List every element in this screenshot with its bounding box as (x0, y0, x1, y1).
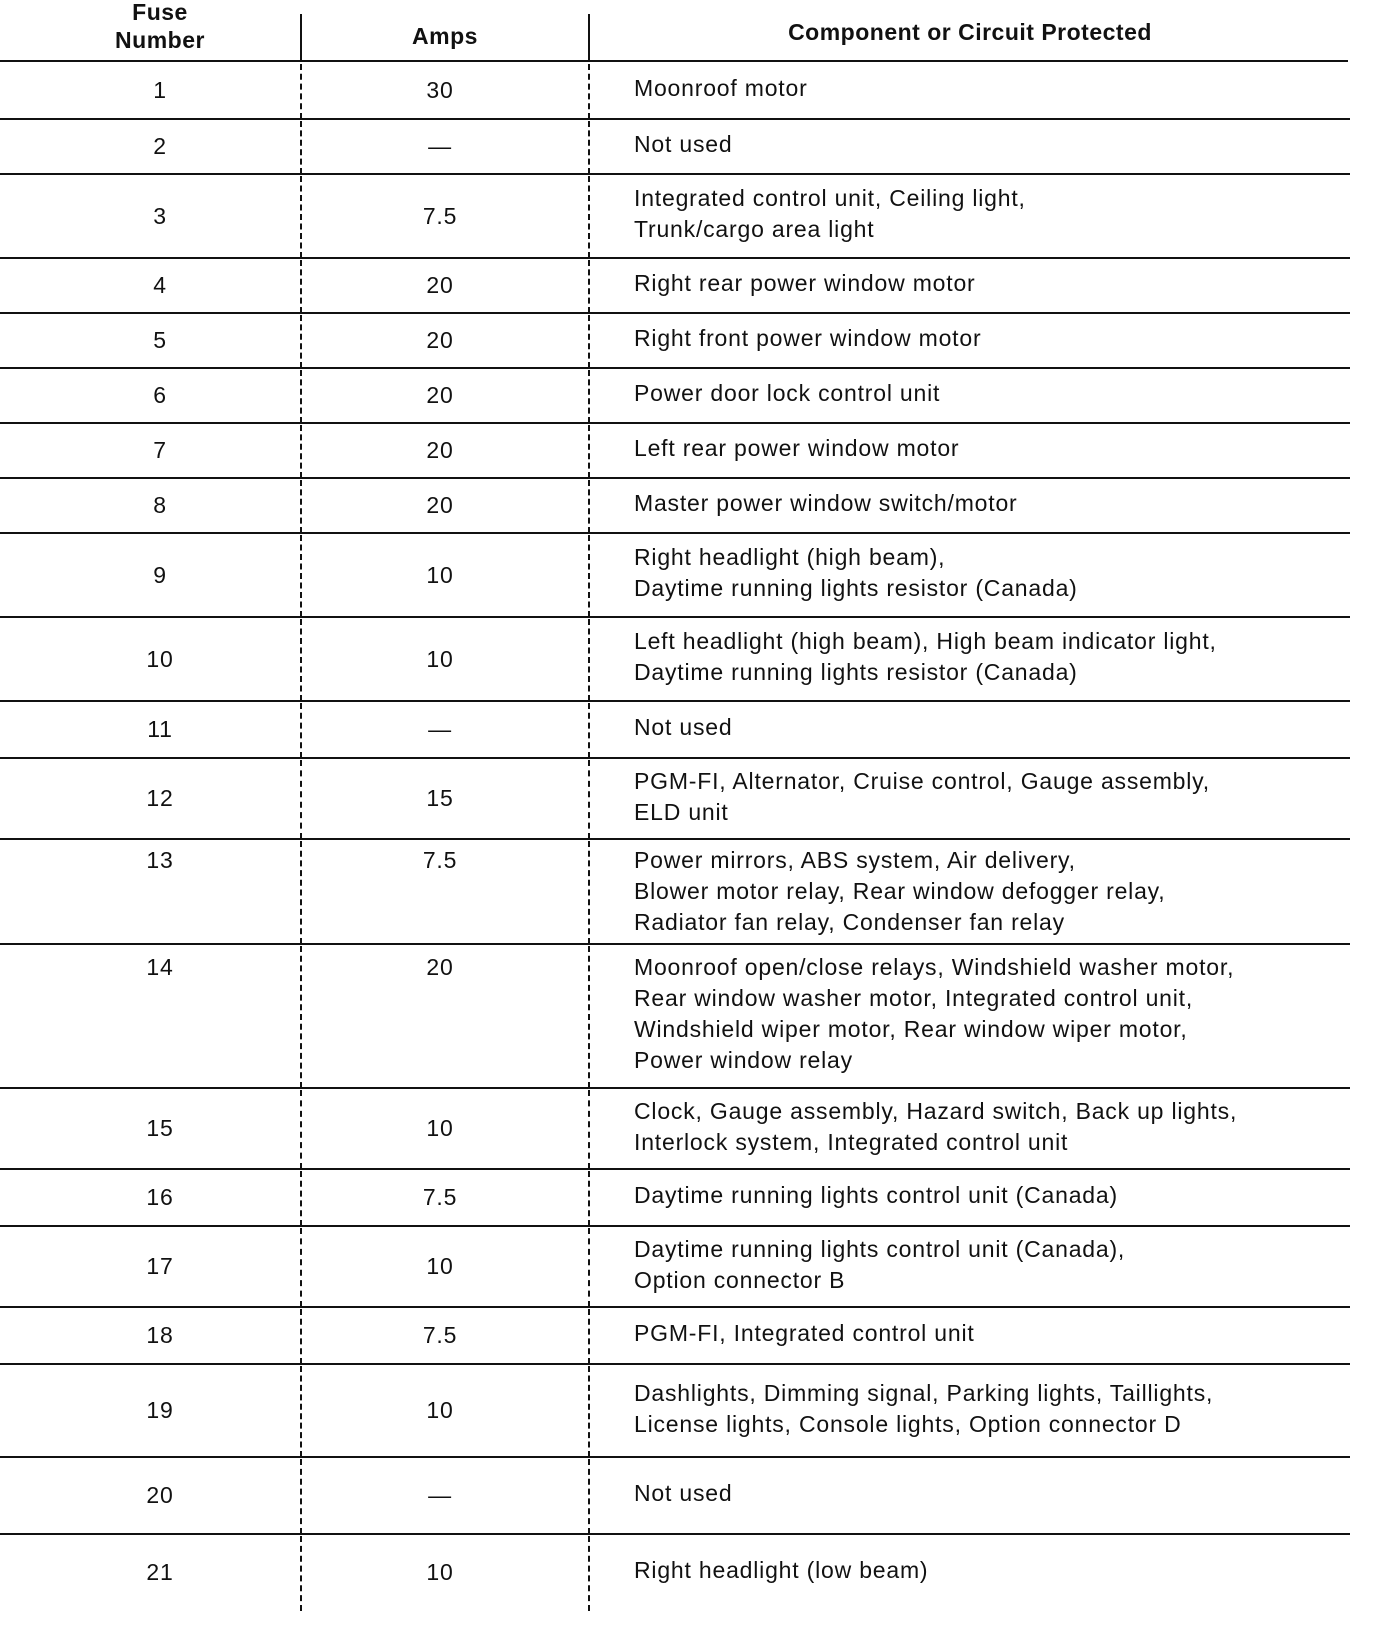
row-rule (0, 757, 1350, 759)
amps-cell: 20 (426, 437, 454, 463)
fuse-number-cell: 15 (146, 1115, 174, 1141)
component-cell: Right front power window motor (634, 325, 982, 351)
row-column-divider (300, 1536, 302, 1611)
header-rule (0, 60, 1348, 62)
row-column-divider (588, 1309, 590, 1364)
row-rule (0, 1087, 1350, 1089)
component-cell: Left headlight (high beam), High beam indicator light, Daytime running lights resistor (Canada) (634, 628, 1217, 685)
row-column-divider (300, 535, 302, 617)
component-cell: Not used (634, 714, 733, 740)
row-rule (0, 1456, 1350, 1458)
header-column-divider (300, 14, 302, 60)
component-cell: Not used (634, 131, 733, 157)
row-rule (0, 700, 1350, 702)
fuse-number-cell: 19 (146, 1397, 174, 1423)
row-rule (0, 118, 1350, 120)
amps-cell: 7.5 (422, 203, 458, 229)
row-column-divider (300, 1459, 302, 1534)
component-cell: Power door lock control unit (634, 380, 941, 406)
component-cell: Daytime running lights control unit (Canada) (634, 1182, 1118, 1208)
row-column-divider (300, 841, 302, 944)
component-cell: PGM-FI, Alternator, Cruise control, Gauge assembly, ELD unit (634, 768, 1210, 825)
row-rule (0, 532, 1350, 534)
row-rule (0, 1225, 1350, 1227)
row-column-divider (588, 1228, 590, 1307)
row-column-divider (300, 425, 302, 478)
amps-cell: 20 (426, 382, 454, 408)
amps-cell: 10 (426, 646, 454, 672)
amps-cell: 10 (426, 562, 454, 588)
component-cell: Moonroof open/close relays, Windshield washer motor, Rear window washer motor, Integrated control unit, Windshield wiper motor, Rear window wiper motor, Power window relay (634, 954, 1235, 1073)
amps-cell: 30 (426, 77, 454, 103)
amps-cell: 20 (426, 492, 454, 518)
header-fuse-number: Fuse Number (115, 0, 205, 53)
component-cell: Right headlight (low beam) (634, 1557, 929, 1583)
row-column-divider (300, 760, 302, 839)
fuse-number-cell: 12 (146, 785, 174, 811)
row-column-divider (588, 370, 590, 423)
row-rule (0, 367, 1350, 369)
row-column-divider (300, 1309, 302, 1364)
row-column-divider (588, 841, 590, 944)
row-column-divider (300, 176, 302, 258)
row-rule (0, 422, 1350, 424)
row-rule (0, 838, 1350, 840)
row-column-divider (300, 315, 302, 368)
row-column-divider (588, 946, 590, 1088)
row-column-divider (588, 1366, 590, 1457)
amps-cell: 7.5 (422, 847, 458, 873)
row-column-divider (300, 121, 302, 174)
fuse-number-cell: 10 (146, 646, 174, 672)
row-rule (0, 1306, 1350, 1308)
row-column-divider (588, 1459, 590, 1534)
row-column-divider (588, 1171, 590, 1226)
row-column-divider (588, 535, 590, 617)
component-cell: Right headlight (high beam), Daytime running lights resistor (Canada) (634, 544, 1078, 601)
row-column-divider (588, 260, 590, 313)
amps-cell: — (428, 133, 452, 159)
row-rule (0, 1533, 1350, 1535)
fuse-number-cell: 4 (153, 272, 167, 298)
row-column-divider (300, 946, 302, 1088)
fuse-number-cell: 3 (153, 203, 167, 229)
row-column-divider (588, 1090, 590, 1169)
header-column-divider (588, 14, 590, 60)
fuse-number-cell: 8 (153, 492, 167, 518)
component-cell: Power mirrors, ABS system, Air delivery, Blower motor relay, Rear window defogger relay, Radiator fan relay, Condenser fan relay (634, 847, 1166, 935)
component-cell: Left rear power window motor (634, 435, 960, 461)
amps-cell: 10 (426, 1397, 454, 1423)
header-amps: Amps (412, 23, 478, 49)
row-column-divider (300, 64, 302, 119)
row-column-divider (300, 480, 302, 533)
header-component: Component or Circuit Protected (788, 19, 1152, 45)
fuse-number-cell: 1 (153, 77, 167, 103)
row-rule (0, 312, 1350, 314)
row-column-divider (588, 760, 590, 839)
row-column-divider (588, 315, 590, 368)
amps-cell: 15 (426, 785, 454, 811)
fuse-number-cell: 6 (153, 382, 167, 408)
amps-cell: 10 (426, 1115, 454, 1141)
component-cell: Daytime running lights control unit (Canada), Option connector B (634, 1236, 1126, 1293)
row-column-divider (300, 619, 302, 701)
row-column-divider (588, 703, 590, 758)
component-cell: PGM-FI, Integrated control unit (634, 1320, 975, 1346)
row-column-divider (588, 619, 590, 701)
row-rule (0, 943, 1350, 945)
amps-cell: — (428, 1482, 452, 1508)
row-rule (0, 1363, 1350, 1365)
amps-cell: 10 (426, 1253, 454, 1279)
fuse-number-cell: 13 (146, 847, 174, 873)
amps-cell: 7.5 (422, 1322, 458, 1348)
fuse-number-cell: 20 (146, 1482, 174, 1508)
row-column-divider (588, 64, 590, 119)
fuse-number-cell: 5 (153, 327, 167, 353)
amps-cell: 20 (426, 272, 454, 298)
component-cell: Dashlights, Dimming signal, Parking lights, Taillights, License lights, Console lights, Option connector D (634, 1380, 1214, 1437)
row-column-divider (588, 425, 590, 478)
row-column-divider (588, 121, 590, 174)
row-rule (0, 616, 1350, 618)
component-cell: Moonroof motor (634, 75, 808, 101)
fuse-number-cell: 18 (146, 1322, 174, 1348)
row-column-divider (300, 1090, 302, 1169)
component-cell: Clock, Gauge assembly, Hazard switch, Back up lights, Interlock system, Integrated control unit (634, 1098, 1238, 1155)
amps-cell: 20 (426, 954, 454, 980)
amps-cell: — (428, 716, 452, 742)
component-cell: Not used (634, 1480, 733, 1506)
fuse-number-cell: 21 (146, 1559, 174, 1585)
component-cell: Right rear power window motor (634, 270, 976, 296)
row-column-divider (300, 1228, 302, 1307)
fuse-number-cell: 14 (146, 954, 174, 980)
row-column-divider (300, 260, 302, 313)
row-column-divider (300, 370, 302, 423)
row-rule (0, 173, 1350, 175)
amps-cell: 20 (426, 327, 454, 353)
row-rule (0, 477, 1350, 479)
amps-cell: 10 (426, 1559, 454, 1585)
row-column-divider (300, 703, 302, 758)
fuse-number-cell: 11 (147, 716, 173, 742)
row-column-divider (588, 480, 590, 533)
row-column-divider (588, 176, 590, 258)
component-cell: Master power window switch/motor (634, 490, 1018, 516)
row-column-divider (300, 1366, 302, 1457)
row-column-divider (588, 1536, 590, 1611)
fuse-number-cell: 7 (153, 437, 167, 463)
amps-cell: 7.5 (422, 1184, 458, 1210)
fuse-number-cell: 2 (153, 133, 167, 159)
row-column-divider (300, 1171, 302, 1226)
fuse-number-cell: 17 (146, 1253, 174, 1279)
fuse-number-cell: 16 (146, 1184, 174, 1210)
fuse-number-cell: 9 (153, 562, 167, 588)
component-cell: Integrated control unit, Ceiling light, Trunk/cargo area light (634, 185, 1026, 242)
row-rule (0, 257, 1350, 259)
row-rule (0, 1168, 1350, 1170)
